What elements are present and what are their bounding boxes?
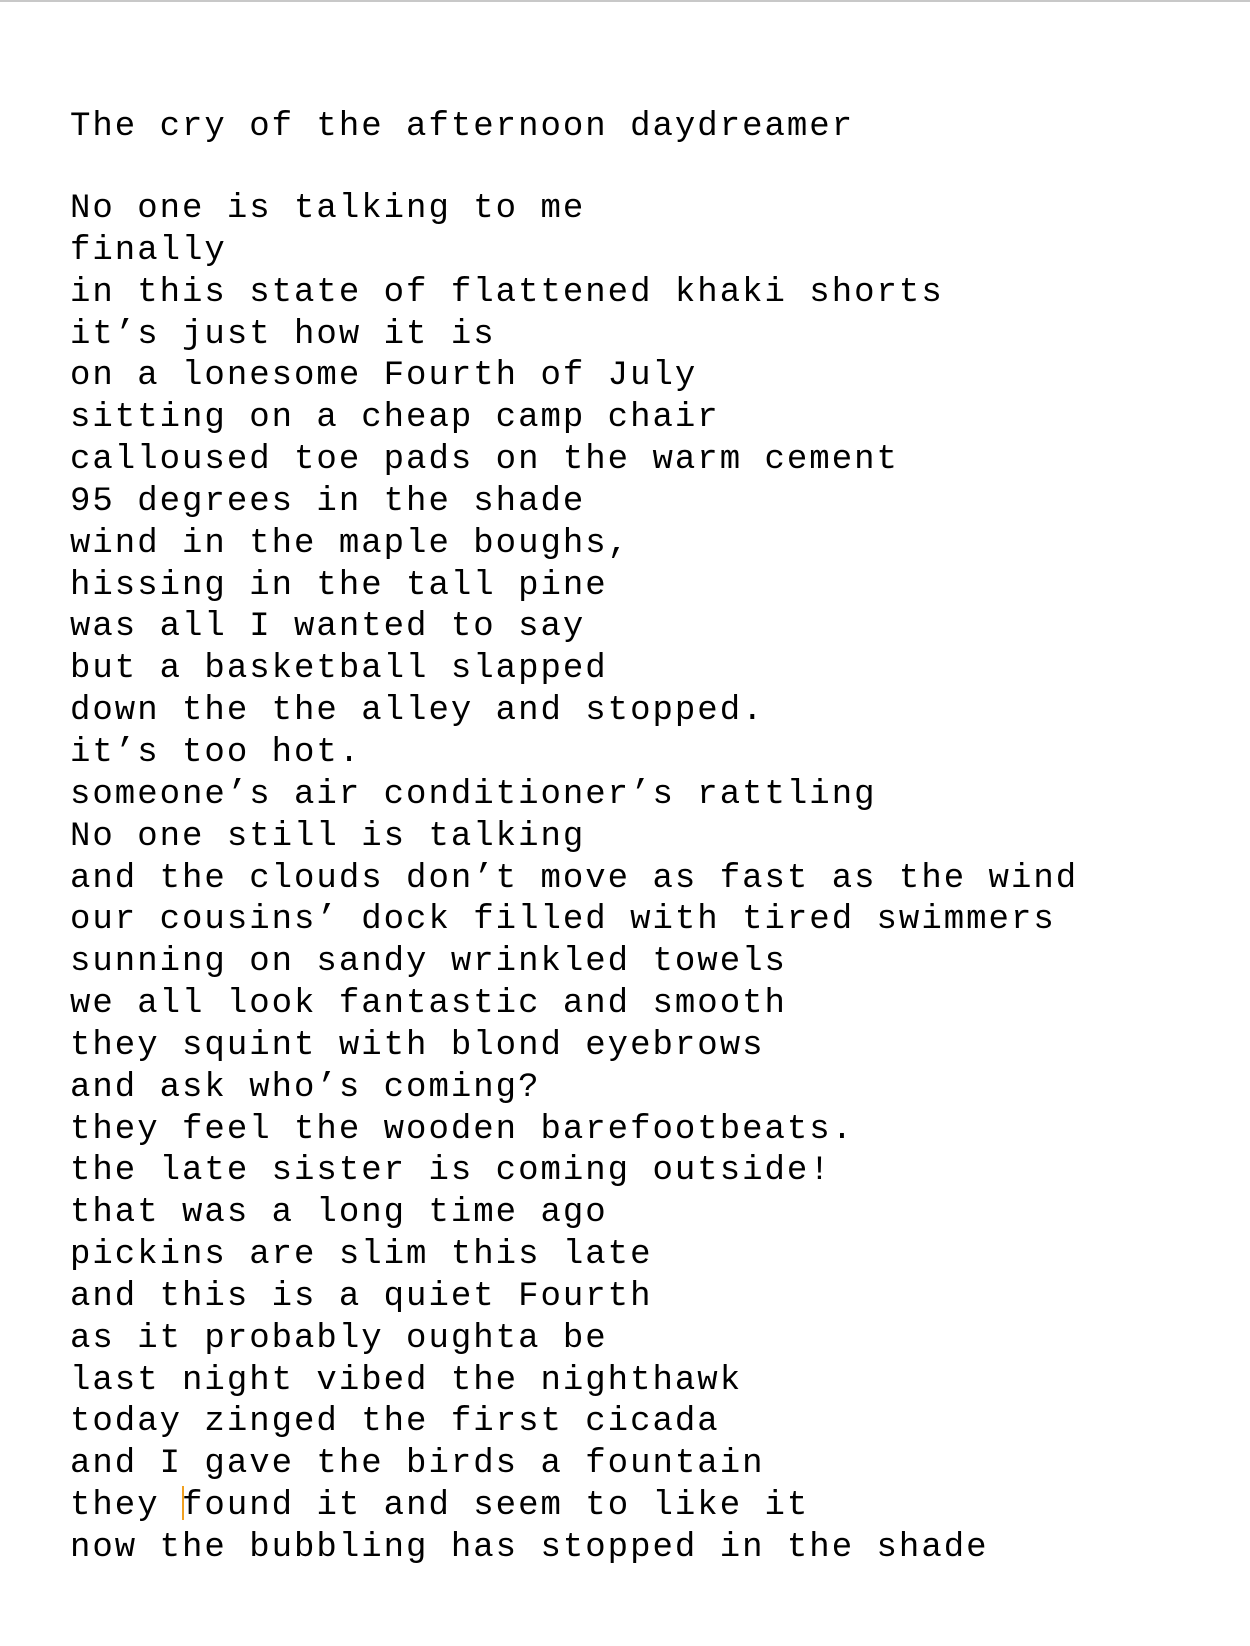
poem-line: last night vibed the nighthawk [70, 1361, 743, 1400]
poem-line: it’s too hot. [70, 733, 362, 772]
poem-line: No one still is talking [70, 817, 586, 856]
poem-line: as it probably oughta be [70, 1319, 608, 1358]
poem-line: we all look fantastic and smooth [70, 985, 787, 1024]
poem-line: No one is talking to me [70, 190, 586, 228]
poem-line: on a lonesome Fourth of July [70, 357, 698, 396]
poem-line: in this state of flattened khaki shorts [70, 273, 944, 312]
poem-line: and the clouds don’t move as fast as the wind [70, 859, 1079, 898]
poem-line: the late sister is coming outside! [70, 1152, 832, 1191]
poem-line: finally [70, 231, 227, 270]
poem-line: they feel the wooden barefootbeats. [70, 1110, 855, 1149]
poem-line: down the the alley and stopped. [70, 692, 765, 731]
poem-line [70, 1486, 1220, 1528]
poem-line: sitting on a cheap camp chair [70, 399, 720, 438]
poem-line: wind in the maple boughs, [70, 524, 631, 563]
top-border [0, 0, 1250, 2]
poem-line: today zinged the first cicada [70, 1403, 720, 1442]
poem-line: they squint with blond eyebrows [70, 1026, 765, 1065]
poem-line: 95 degrees in the shade [70, 482, 586, 521]
poem-line: it’s just how it is [70, 315, 496, 354]
poem-line: hissing in the tall pine [70, 566, 608, 605]
poem-line: pickins are slim this late [70, 1236, 653, 1275]
poem-line: someone’s air conditioner’s rattling [70, 775, 877, 814]
poem-line: was all I wanted to say [70, 608, 586, 647]
poem-line: but a basketball slapped [70, 650, 608, 689]
poem-line: our cousins’ dock filled with tired swimmers [70, 901, 1056, 940]
poem-line-segment: they [70, 1487, 183, 1526]
poem-line: and ask who’s coming? [70, 1068, 541, 1107]
document-page[interactable] [70, 106, 1220, 1570]
poem-line: now the bubbling has stopped in the shade [70, 1529, 989, 1567]
poem-line: and I gave the birds a fountain [70, 1445, 765, 1484]
poem-body[interactable] [70, 189, 1220, 1570]
poem-line-segment: found it and seem to like it [182, 1487, 810, 1526]
poem-line: calloused toe pads on the warm cement [70, 441, 899, 480]
poem-line: and this is a quiet Fourth [70, 1277, 653, 1316]
poem-line: that was a long time ago [70, 1194, 608, 1233]
poem-title: The cry of the afternoon daydreamer [70, 108, 855, 146]
poem-line: sunning on sandy wrinkled towels [70, 943, 787, 982]
